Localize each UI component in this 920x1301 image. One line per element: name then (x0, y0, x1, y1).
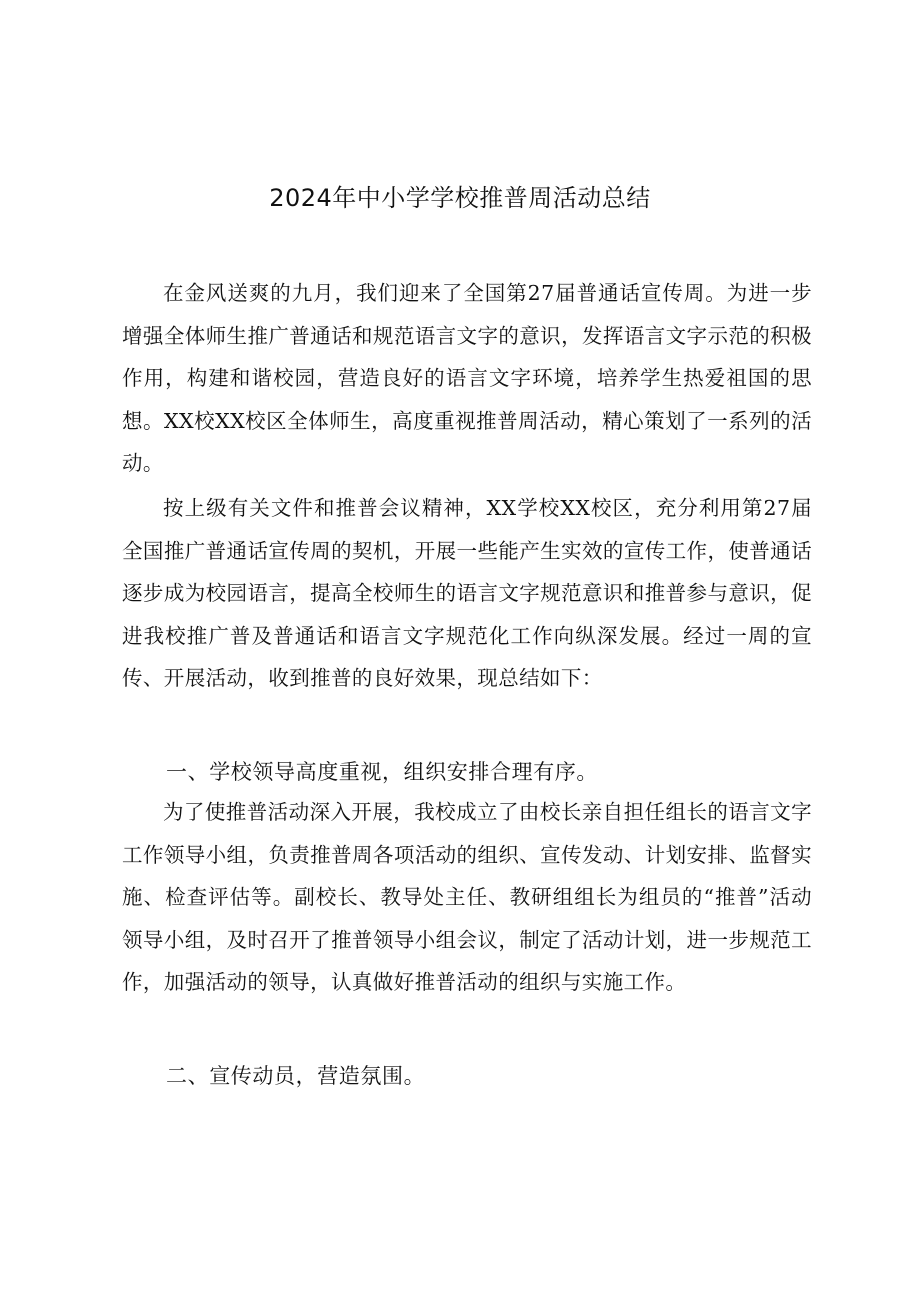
paragraph-overview (122, 487, 812, 700)
section-heading-1 (122, 751, 812, 793)
section-heading-text: 二、宣传动员，营造氛围。 (166, 1064, 426, 1088)
paragraph-text: 按上级有关文件和推普会议精神，XX学校XX校区，充分利用第27届全国推广普通话宣传周的契机，开展一些能产生实效的宣传工作，使普通话逐步成为校园语言，提高全校师生的语言文字规范意识和推普参与意识，促进我校推广普及普通话和语言文字规范化工作向纵深发展。经过一周的宣传、开展活动，收到推普的良好效果，现总结如下： (122, 496, 812, 690)
section-heading-2 (122, 1055, 812, 1097)
section-heading-text: 一、学校领导高度重视，组织安排合理有序。 (166, 760, 598, 784)
paragraph-text: 为了使推普活动深入开展，我校成立了由校长亲自担任组长的语言文字工作领导小组，负责推普周各项活动的组织、宣传发动、计划安排、监督实施、检查评估等。副校长、教导处主任、教研组组长为组员的“推普”活动领导小组，及时召开了推普领导小组会议，制定了活动计划，进一步规范工作，加强活动的领导，认真做好推普活动的组织与实施工作。 (122, 800, 812, 994)
paragraph-leadership (122, 791, 812, 1004)
document-title: 2024年中小学学校推普周活动总结 (269, 184, 651, 212)
paragraph-intro (122, 272, 812, 485)
paragraph-text: 在金风送爽的九月，我们迎来了全国第27届普通话宣传周。为进一步增强全体师生推广普通话和规范语言文字的意识，发挥语言文字示范的积极作用，构建和谐校园，营造良好的语言文字环境，培养学生热爱祖国的思想。XX校XX校区全体师生，高度重视推普周活动，精心策划了一系列的活动。 (122, 281, 812, 475)
